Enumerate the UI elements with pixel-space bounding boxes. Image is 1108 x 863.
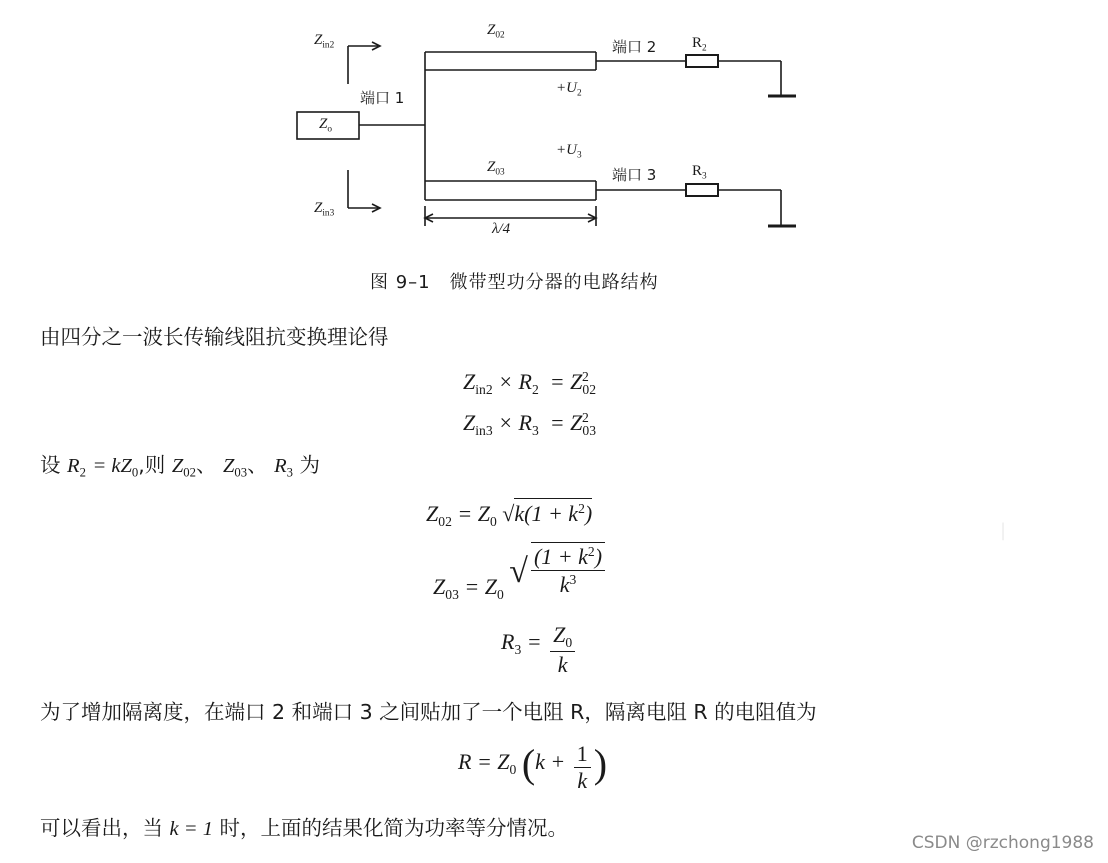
paragraph-assumption: 设 $R_2 = kZ_0$,则 $Z_{02}$、 $Z_{03}$、 $R_3$ 为 (40, 453, 321, 480)
u3-label: $+U_3$ (556, 142, 582, 161)
csdn-watermark: CSDN @rzchong1988 (911, 833, 1094, 853)
equation-z03: $Z_{03} = Z_0$ √ $\frac{(1 + k^2)}{k^3}$ (433, 542, 608, 596)
port1-label: 端口 1 (360, 89, 405, 107)
zo-label: $Z_o$ (319, 116, 332, 135)
quarter-wavelength-label: λ/4 (492, 221, 511, 237)
r2-label: $R_2$ (692, 35, 707, 54)
z02-label: $Z_{02}$ (487, 22, 505, 41)
u2-label: $+U_2$ (556, 80, 582, 99)
equation-zin2: $Z_{in2} \times R_2 = Z_{02}^2$ (463, 369, 596, 397)
resistor-r2 (686, 55, 718, 67)
z03-label: $Z_{03}$ (487, 159, 505, 178)
zin2-label: $Z_{in2}$ (314, 32, 335, 51)
port2-label: 端口 2 (612, 38, 657, 56)
r3-label: $R_3$ (692, 163, 707, 182)
port3-label: 端口 3 (612, 166, 657, 184)
equation-isolation-resistor: $R = Z_0$ (k + $\frac{1}{k}$ ) (458, 741, 608, 794)
resistor-r3 (686, 184, 718, 196)
zin3-label: $Z_{in3}$ (314, 200, 335, 219)
equation-zin3: $Z_{in3} \times R_3 = Z_{03}^2$ (463, 410, 596, 438)
figure-caption: 图 9–1 微带型功分器的电路结构 (370, 272, 659, 293)
equation-r3: $R_3$ = $\frac{Z_0}{k}$ (501, 624, 578, 676)
paragraph-intro: 由四分之一波长传输线阻抗变换理论得 (40, 325, 389, 349)
paragraph-conclusion: 可以看出，当 k = 1 时，上面的结果化简为功率等分情况。 (40, 816, 568, 840)
paragraph-isolation: 为了增加隔离度，在端口 2 和端口 3 之间贴加了一个电阻 R，隔离电阻 R 的电阻值为 (40, 700, 817, 724)
equation-z02: $Z_{02} = Z_0$ $√k(1 + k^2)$ (426, 502, 592, 529)
power-divider-circuit-diagram (0, 0, 1108, 260)
